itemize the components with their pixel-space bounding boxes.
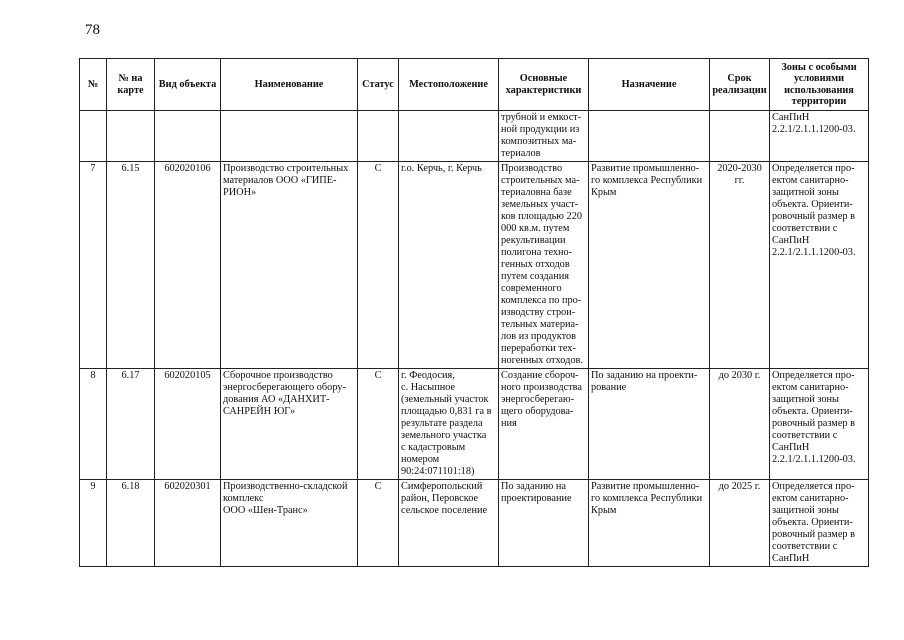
cell-location: г. Феодосия, с. Насыпное (земельный участок площадью 0,831 га в результате раздела земельного участка с кадастровым номером 90:24:071101:18)	[399, 369, 499, 480]
cell-characteristics: Создание сбороч- ного производства энергосберегаю- щего оборудова- ния	[499, 369, 589, 480]
header-zones: Зоны с особыми условиями использования территории	[770, 59, 869, 111]
table-row-continuation	[80, 111, 869, 162]
cell-term: до 2030 г.	[710, 369, 770, 480]
cell-purpose: Развитие промышленно- го комплекса Республики Крым	[589, 162, 710, 369]
header-status: Статус	[358, 59, 399, 111]
cell-status: С	[358, 480, 399, 567]
cell-purpose: По заданию на проекти- рование	[589, 369, 710, 480]
cell-location: г.о. Керчь, г. Керчь	[399, 162, 499, 369]
header-term: Срок реализации	[710, 59, 770, 111]
cell-term: до 2025 г.	[710, 480, 770, 567]
cell-purpose: Развитие промышленно- го комплекса Республики Крым	[589, 480, 710, 567]
table-header-row	[80, 59, 869, 111]
cell-zones: Определяется про- ектом санитарно- защитной зоны объекта. Ориенти- ровочный размер в соответствии с СанПиН	[770, 480, 869, 567]
cell-name: Сборочное производство энергосберегающего обору- дования АО «ДАНХИТ- САНРЕЙН ЮГ»	[221, 369, 358, 480]
cell-number: 7	[80, 162, 107, 369]
cell-status	[358, 111, 399, 162]
cell-name: Производственно-складской комплекс ООО «Шен-Транс»	[221, 480, 358, 567]
header-name: Наименование	[221, 59, 358, 111]
cell-object-type: 602020106	[155, 162, 221, 369]
header-characteristics: Основные характеристики	[499, 59, 589, 111]
cell-object-type: 602020301	[155, 480, 221, 567]
cell-number	[80, 111, 107, 162]
header-object-type: Вид объекта	[155, 59, 221, 111]
cell-characteristics: трубной и емкост- ной продукции из композитных ма- териалов	[499, 111, 589, 162]
page-number: 78	[85, 22, 100, 38]
header-location: Местоположение	[399, 59, 499, 111]
cell-object-type: 602020105	[155, 369, 221, 480]
table-row	[80, 480, 869, 567]
cell-term	[710, 111, 770, 162]
cell-characteristics: Производство строительных ма- териаловна базе земельных участ- ков площадью 220 000 кв.м. путем рекультивации полигона техно- генных отходов путем создания современного комплекса по про- изводству строи- тельных материа- лов из продуктов переработки тех- ногенных отходов.	[499, 162, 589, 369]
cell-number: 9	[80, 480, 107, 567]
cell-map-number	[107, 111, 155, 162]
cell-characteristics: По заданию на проектирование	[499, 480, 589, 567]
objects-table	[79, 58, 869, 567]
table-row	[80, 369, 869, 480]
cell-purpose	[589, 111, 710, 162]
cell-map-number: 6.17	[107, 369, 155, 480]
cell-term: 2020-2030 гг.	[710, 162, 770, 369]
cell-name: Производство строительных материалов ООО «ГИПЕ- РИОН»	[221, 162, 358, 369]
header-map-number: № на карте	[107, 59, 155, 111]
cell-status: С	[358, 162, 399, 369]
cell-zones: СанПиН 2.2.1/2.1.1.1200-03.	[770, 111, 869, 162]
header-purpose: Назначение	[589, 59, 710, 111]
cell-map-number: 6.18	[107, 480, 155, 567]
cell-zones: Определяется про- ектом санитарно- защитной зоны объекта. Ориенти- ровочный размер в соответствии с СанПиН 2.2.1/2.1.1.1200-03.	[770, 162, 869, 369]
cell-status: С	[358, 369, 399, 480]
cell-number: 8	[80, 369, 107, 480]
cell-location	[399, 111, 499, 162]
cell-map-number: 6.15	[107, 162, 155, 369]
cell-name	[221, 111, 358, 162]
cell-zones: Определяется про- ектом санитарно- защитной зоны объекта. Ориенти- ровочный размер в соответствии с СанПиН 2.2.1/2.1.1.1200-03.	[770, 369, 869, 480]
header-number: №	[80, 59, 107, 111]
table-row	[80, 162, 869, 369]
cell-location: Симферопольский район, Перовское сельское поселение	[399, 480, 499, 567]
cell-object-type	[155, 111, 221, 162]
